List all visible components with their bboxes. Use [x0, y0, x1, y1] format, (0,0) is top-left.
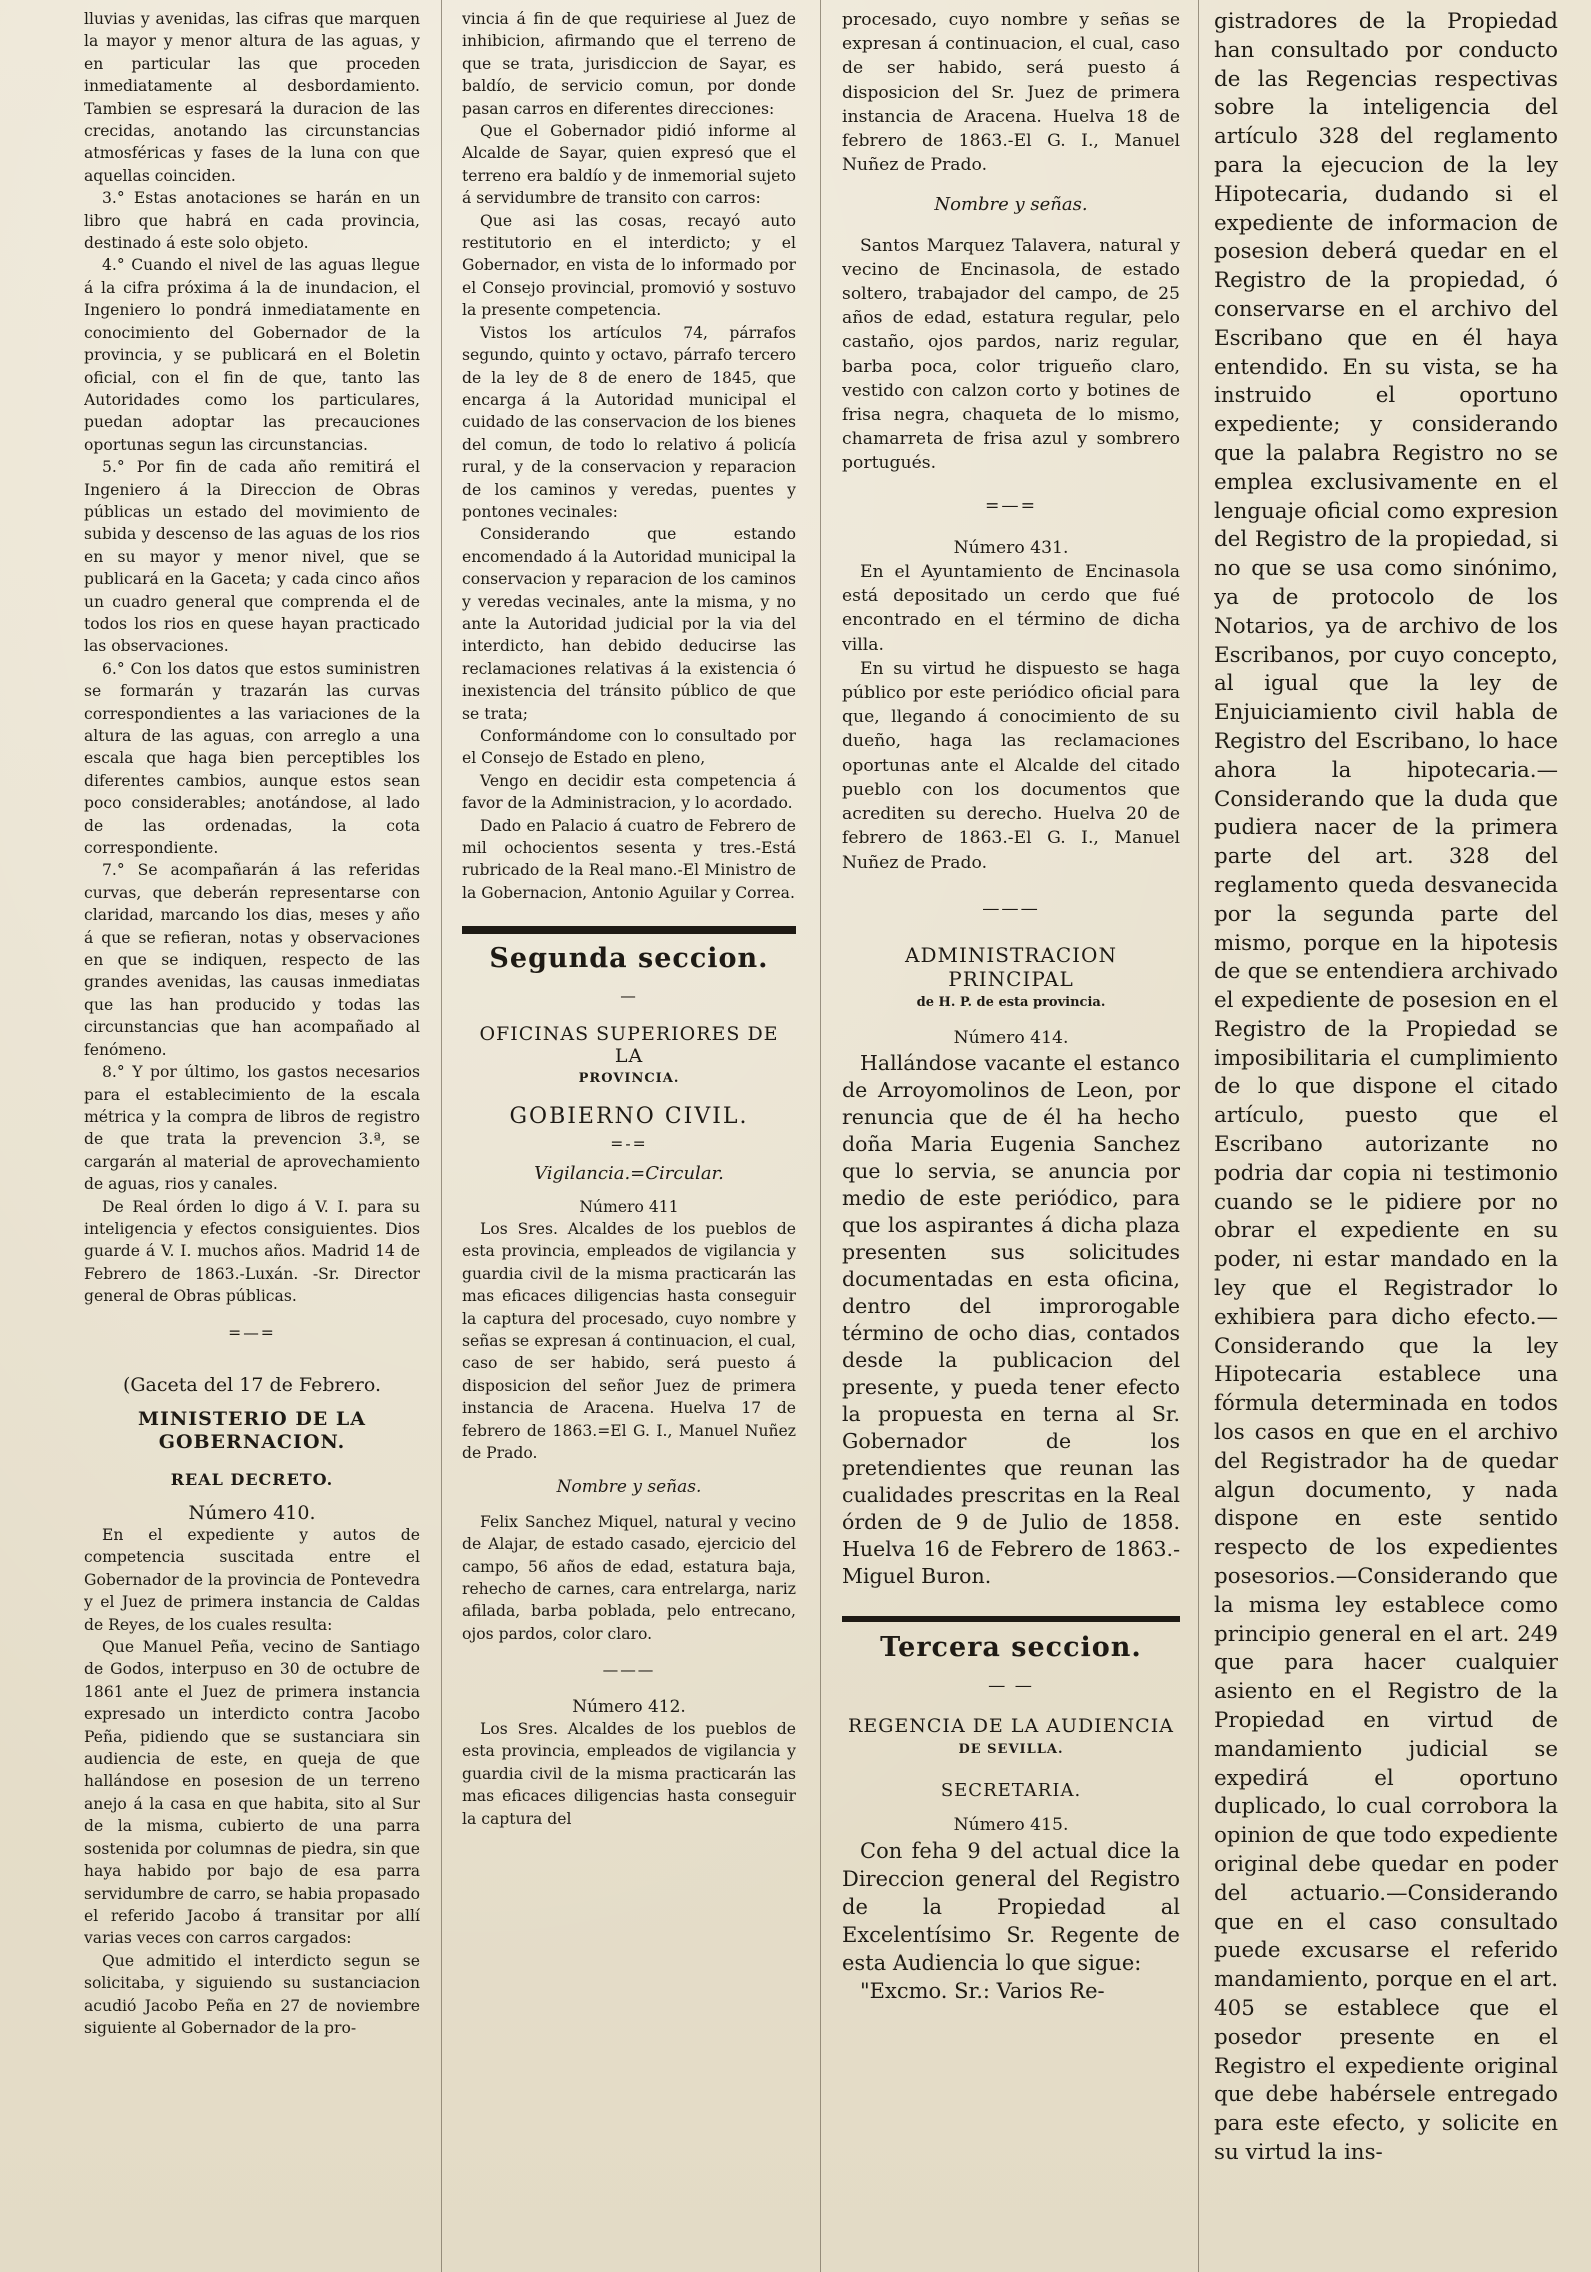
number-heading: Número 411: [579, 1197, 679, 1216]
paragraph: Vengo en decidir esta competencia á favor de la Administracion, y lo acordado.: [462, 771, 796, 813]
paragraph: lluvias y avenidas, las cifras que marquen la mayor y menor altura de las aguas, y en particular las que proceden inmediatamente al desbordamiento. Tambien se espresará la duracion de las crecidas, anotando las circunstancias atmosféricas y fases de la luna con que aquellas coinciden.: [84, 10, 420, 185]
paragraph: 8.° Y por último, los gastos necesarios para el establecimiento de la escala métrica y la compra de libros de registro de que trata la prevencion 3.ª, se cargarán al material de aprovechamiento de aguas, rios y canales.: [84, 1063, 420, 1194]
decree-heading: REAL DECRETO.: [170, 1470, 334, 1490]
separator: =—=: [985, 495, 1037, 516]
paragraph: Considerando que estando encomendado á la Autoridad municipal la conservacion y reparacion de los caminos y veredas vecinales, ante la misma, y no ante la Autoridad judicial por la via del interdicto, han debido deducirse las reclamaciones relativas á la existencia ó inexistencia del tránsito público de que se trata;: [462, 525, 796, 723]
number-heading: Número 415.: [953, 1814, 1069, 1835]
paragraph: De Real órden lo digo á V. I. para su inteligencia y efectos consiguientes. Dios guarde á V. I. muchos años. Madrid 14 de Febrero de 1863.-Luxán. -Sr. Director general de Obras públicas.: [84, 1197, 420, 1306]
circular-heading: Vigilancia.=Circular.: [534, 1163, 724, 1185]
names-heading: Nombre y señas.: [556, 1477, 702, 1498]
column-1: [84, 8, 420, 2264]
paragraph: Los Sres. Alcaldes de los pueblos de esta provincia, empleados de vigilancia y guardia civil de la misma practicarán las mas eficaces diligencias hasta conseguir la captura del procesado, cuyo nombre y señas se expresan á continuacion, el cual, caso de ser habido, será puesto á disposicion del señor Juez de primera instancia de Aracena. Huelva 17 de febrero de 1863.=El G. I., Manuel Nuñez de Prado.: [462, 1219, 796, 1462]
number-heading: Número 431.: [953, 537, 1069, 558]
section-rule: [462, 926, 796, 934]
paragraph: Conformándome con lo consultado por el Consejo de Estado en pleno,: [462, 727, 796, 768]
paragraph: Que Manuel Peña, vecino de Santiago de Godos, interpuso en 30 de octubre de 1861 ante el Juez de primera instancia expresado un interdicto contra Jacobo Peña, pidiendo que se sustanciara sin audiencia de este, en queja de que hallándose en posesion de un terreno anejo á la casa en que habita, sito al Sur de la misma, cubierto de una parra sostenida por columnas de piedra, sin que haya habido por bajo de esa parra servidumbre de carro, se habia propasado el referido Jacobo á transitar por allí varias veces con carros cargados:: [84, 1638, 420, 1948]
separator: ———: [602, 1661, 656, 1680]
paragraph: 7.° Se acompañarán á las referidas curvas, que deberán representarse con claridad, marcando los dias, meses y año á que se refieran, notas y observaciones en que se indiquen, respecto de las grandes avenidas, las causas inmediatas que las han producido y todas las circunstancias que han acompañado al fenómeno.: [84, 861, 420, 1059]
paragraph: Que asi las cosas, recayó auto restitutorio en el interdicto; y el Gobernador, en vista de lo informado por el Consejo provincial, promovió y sostuvo la presente competencia.: [462, 211, 796, 320]
paragraph: 5.° Por fin de cada año remitirá el Ingeniero á la Direccion de Obras públicas un estado del movimiento de subida y descenso de las aguas de los rios en su mayor y menor nivel, que se publicará en la Gaceta; y cada cinco años un cuadro general que comprenda el de todos los rios en quese hayan practicado las observaciones.: [84, 458, 420, 656]
separator: — —: [988, 1675, 1034, 1696]
section-heading: Tercera seccion.: [880, 1631, 1142, 1663]
regency-heading: REGENCIA DE LA AUDIENCIA: [848, 1715, 1174, 1738]
secretary-heading: SECRETARIA.: [940, 1779, 1082, 1801]
paragraph: Con feha 9 del actual dice la Direccion general del Registro de la Propiedad al Excelentísimo Sr. Regente de esta Audiencia lo que sigue:: [842, 1838, 1180, 1975]
column-4: [1214, 8, 1558, 2264]
column-2: [462, 8, 796, 2264]
paragraph: Que admitido el interdicto segun se solicitaba, y siguiendo su sustanciacion acudió Jacobo Peña en 27 de noviembre siguiente al Gobernador de la pro-: [84, 1951, 420, 2037]
separator: ———: [982, 898, 1040, 919]
gazette-reference: (Gaceta del 17 de Febrero.: [122, 1373, 382, 1396]
column-divider: [820, 0, 821, 2272]
paragraph: gistradores de la Propiedad han consultado por conducto de las Regencias respectivas sobre la inteligencia del artículo 328 del reglamento para la ejecucion de la ley Hipotecaria, dudando si el expediente de informacion de posesion deberá quedar en el Registro de la propiedad, ó conservarse en el archivo del Escribano que en él haya entendido. En su vista, se ha instruido el oportuno expediente; y considerando que la palabra Registro no se emplea exclusivamente en el lenguaje oficial como expresion del Registro de la propiedad, si no que se usa como sinónimo, ya de protocolo de los Notarios, ya de archivo de los Escribanos, por cuyo concepto, al igual que la ley de Enjuiciamiento civil habla de Registro del Escribano, lo hace ahora la hipotecaria.—Considerando que la duda que pudiera nacer de la primera parte del art. 328 del reglamento queda desvanecida por la segunda parte del mismo, porque en la hipotesis de que se entendiera archivado el expediente de posesion en el Registro de la Propiedad se imposibilitaria el cumplimiento de lo que dispone el citado artículo, puesto que el Escribano autorizante no podria dar copia ni testimonio cuando se le pidiere por no obrar el expediente en su poder, ni estar mandado en la ley que el Registrador lo exhibiera para dicho efecto.—Considerando que la ley Hipotecaria establece una fórmula determinada en todos los casos en que en el archivo del Registrador ha de quedar algun documento, y nada dispone en este sentido respecto de los expedientes posesorios.—Considerando que la misma ley establece como principio general en el art. 249 que para hacer cualquier asiento en el Registro de la Propiedad en virtud de mandamiento judicial se expedirá el oportuno duplicado, lo cual corrobora la opinion de que todo expediente original debe quedar en poder del actuario.—Considerando que en el caso consultado puede excusarse el referido mandamiento, porque en el art. 405 se establece que el posedor presente en el Registro el expediente original que debe habérsele entregado para este efecto, y solicite en su virtud la ins-: [1214, 9, 1558, 2165]
separator: =-=: [610, 1134, 648, 1153]
office-heading: OFICINAS SUPERIORES DE LA: [479, 1023, 779, 1068]
paragraph: En el expediente y autos de competencia suscitada entre el Gobernador de la provincia de Pontevedra y el Juez de primera instancia de Caldas de Reyes, de los cuales resulta:: [84, 1526, 420, 1634]
number-heading: Número 414.: [953, 1027, 1069, 1048]
paragraph: Que el Gobernador pidió informe al Alcalde de Sayar, quien expresó que el terreno era baldío y de inmemorial sujeto á servidumbre de transito con carros:: [462, 122, 796, 208]
paragraph: vincia á fin de que requiriese al Juez de inhibicion, afirmando que el terreno de que se trata, jurisdiccion de Sayar, es baldío, de servicio comun, por donde pasan carros en diferentes direcciones:: [462, 10, 796, 118]
section-heading: Segunda seccion.: [489, 943, 769, 975]
paragraph: Dado en Palacio á cuatro de Febrero de mil ochocientos sesenta y tres.-Está rubricado de la Real mano.-El Ministro de la Gobernacion, Antonio Aguilar y Correa.: [462, 816, 796, 902]
administration-subheading: de H. P. de esta provincia.: [916, 995, 1106, 1011]
section-rule: [842, 1616, 1180, 1622]
paragraph: Hallándose vacante el estanco de Arroyomolinos de Leon, por renuncia que de él ha hecho doña Maria Eugenia Sanchez que lo servia, se anuncia por medio de este periódico, para que los aspirantes á dicha plaza presenten sus solicitudes documentadas en esta oficina, dentro del improrogable término de ocho dias, contados desde la publicacion del presente, y pueda tener efecto la propuesta en terna al Sr. Gobernador de los pretendientes que reunan las cualidades prescritas en la Real órden de 9 de Julio de 1858. Huelva 16 de Febrero de 1863.-Miguel Buron.: [842, 1050, 1180, 1588]
separator: —: [620, 986, 638, 1005]
paragraph: Felix Sanchez Miquel, natural y vecino de Alajar, de estado casado, ejercicio del campo, 56 años de edad, estatura baja, rehecho de carnes, cara entrelarga, nariz afilada, barba poblada, pelo entrecano, ojos pardos, color claro.: [462, 1512, 796, 1643]
paragraph: 4.° Cuando el nivel de las aguas llegue á la cifra próxima á la de inundacion, el Ingeniero lo pondrá inmediatamente en conocimiento del Gobernador de la provincia, y se publicará en el Boletin oficial, con el fin de que, tanto las Autoridades como los particulares, puedan adoptar las precauciones oportunas segun las circunstancias.: [84, 256, 420, 454]
ministry-heading: MINISTERIO DE LA GOBERNACION.: [137, 1408, 367, 1453]
paragraph: Santos Marquez Talavera, natural y vecino de Encinasola, de estado soltero, trabajador del campo, de 25 años de edad, estatura regular, pelo castaño, ojos pardos, nariz regular, barba poca, color trigueño claro, vestido con calzon corto y botines de frisa negra, chaqueta de lo mismo, chamarreta de frisa azul y sombrero portugués.: [842, 235, 1180, 474]
regency-subheading: DE SEVILLA.: [958, 1742, 1064, 1758]
separator: =—=: [228, 1323, 276, 1342]
names-heading: Nombre y señas.: [934, 194, 1088, 216]
column-divider: [441, 0, 442, 2272]
number-heading: Número 412.: [572, 1696, 686, 1717]
paragraph: En el Ayuntamiento de Encinasola está depositado un cerdo que fué encontrado en el término de dicha villa.: [842, 562, 1180, 655]
paragraph: En su virtud he dispuesto se haga público por este periódico oficial para que, llegando á conocimiento de su dueño, haga las reclamaciones oportunas ante el Alcalde del citado pueblo con los documentos que acrediten su derecho. Huelva 20 de febrero de 1863.-El G. I., Manuel Nuñez de Prado.: [842, 658, 1180, 873]
administration-heading: ADMINISTRACION PRINCIPAL: [905, 942, 1117, 992]
paragraph: 3.° Estas anotaciones se harán en un libro que habrá en cada provincia, destinado á este solo objeto.: [84, 189, 420, 253]
government-heading: GOBIERNO CIVIL.: [509, 1104, 749, 1130]
paragraph: Los Sres. Alcaldes de los pueblos de esta provincia, empleados de vigilancia y guardia civil de la misma practicarán las mas eficaces diligencias hasta conseguir la captura del: [462, 1720, 796, 1828]
column-divider: [1198, 0, 1199, 2272]
paragraph: "Excmo. Sr.: Varios Re-: [860, 1978, 1105, 2003]
paragraph: Vistos los artículos 74, párrafos segundo, quinto y octavo, párrafo tercero de la ley de 8 de enero de 1845, que encarga á la Autoridad municipal el cuidado de las conservacion de los bienes del comun, de todo lo relativo á policía rural, y de la conservacion y reparacion de los caminos y veredas, puentes y pontones vecinales:: [462, 323, 796, 521]
office-subheading: PROVINCIA.: [578, 1070, 680, 1086]
paragraph: 6.° Con los datos que estos suministren se formarán y trazarán las curvas correspondientes a las variaciones de la altura de las aguas, con arreglo a una escala que haga bien perceptibles los diferentes cambios, aunque estos sean poco considerables; anotándose, al lado de las ordenadas, la cota correspondiente.: [84, 659, 420, 858]
paragraph: procesado, cuyo nombre y señas se expresan á continuacion, el cual, caso de ser habido, será puesto á disposicion del Sr. Juez de primera instancia de Aracena. Huelva 18 de febrero de 1863.-El G. I., Manuel Nuñez de Prado.: [842, 10, 1180, 176]
column-3: [842, 8, 1180, 2264]
number-heading: Número 410.: [188, 1501, 316, 1524]
